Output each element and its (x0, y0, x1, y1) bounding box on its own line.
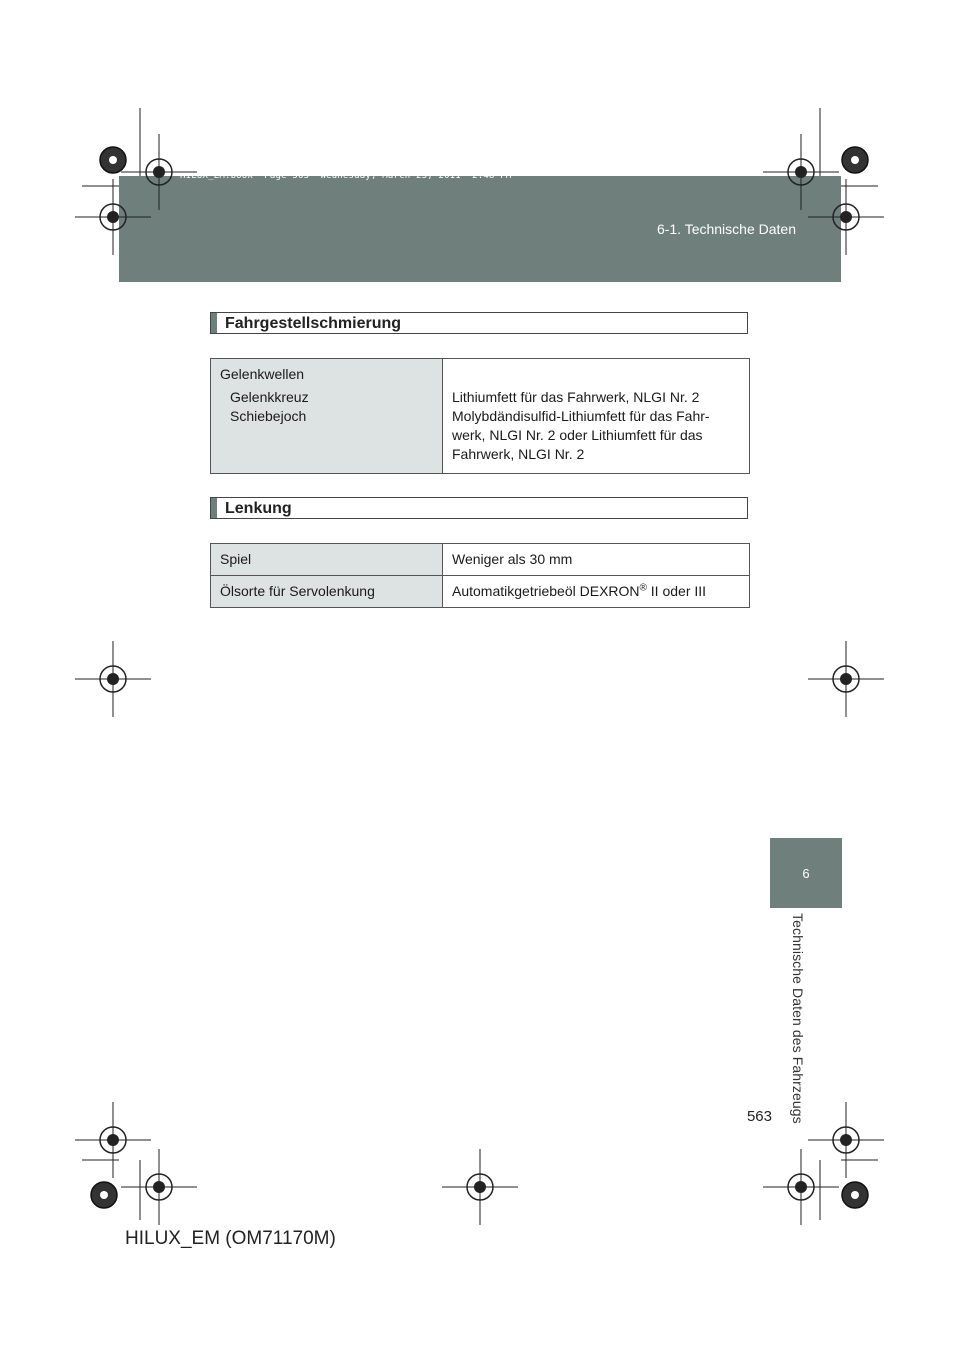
value-text: Molybdändisulfid-Lithiumfett für das Fahr- (452, 408, 710, 424)
value-text: Fahrwerk, NLGI Nr. 2 (452, 446, 585, 462)
starburst-icon (100, 147, 126, 173)
crop-lines (82, 108, 878, 1220)
crosshair-icon (75, 179, 151, 255)
crosshair-icon (121, 1149, 197, 1225)
item-label: Schiebejoch (230, 408, 307, 424)
section-heading-text: Fahrgestellschmierung (225, 315, 402, 332)
crosshair-icon (808, 1102, 884, 1178)
item-label: Gelenkkreuz (230, 389, 309, 405)
starburst-icon (91, 1182, 117, 1208)
page-number: 563 (746, 1108, 772, 1125)
book-info: HILUX_EM.book Page 563 Wednesday, March 23, 2011 2:48 PM (180, 171, 512, 181)
value-text: Lithiumfett für das Fahrwerk, NLGI Nr. 2 (452, 389, 700, 405)
crosshair-icon (808, 641, 884, 717)
crosshair-icon (763, 134, 839, 210)
model-code: HILUX_EM (OM71170M) (125, 1228, 336, 1249)
crosshair-icon (763, 1149, 839, 1225)
starburst-icon (842, 1182, 868, 1208)
table-value-cell: Weniger als 30 mm (443, 544, 750, 576)
table-label-cell: Ölsorte für Servolenkung (211, 576, 443, 608)
chapter-number: 6 (802, 866, 810, 881)
section-heading-text: Lenkung (225, 500, 292, 517)
value-text: Automatikgetriebeöl DEXRON (452, 583, 640, 599)
starburst-icon (842, 147, 868, 173)
value-text: werk, NLGI Nr. 2 oder Lithiumfett für das (452, 427, 703, 443)
crosshair-icon (121, 134, 197, 210)
group-label: Gelenkwellen (220, 366, 305, 382)
crosshair-icon (442, 1149, 518, 1225)
value-text: II oder III (646, 583, 707, 599)
crosshair-icon (75, 641, 151, 717)
chapter-title-vertical: Technische Daten des Fahrzeugs (790, 913, 806, 1124)
table-label-cell: Spiel (211, 544, 443, 576)
section-title: 6-1. Technische Daten (656, 221, 796, 237)
registered-mark: ® (639, 582, 647, 594)
crosshair-icon (808, 179, 884, 255)
